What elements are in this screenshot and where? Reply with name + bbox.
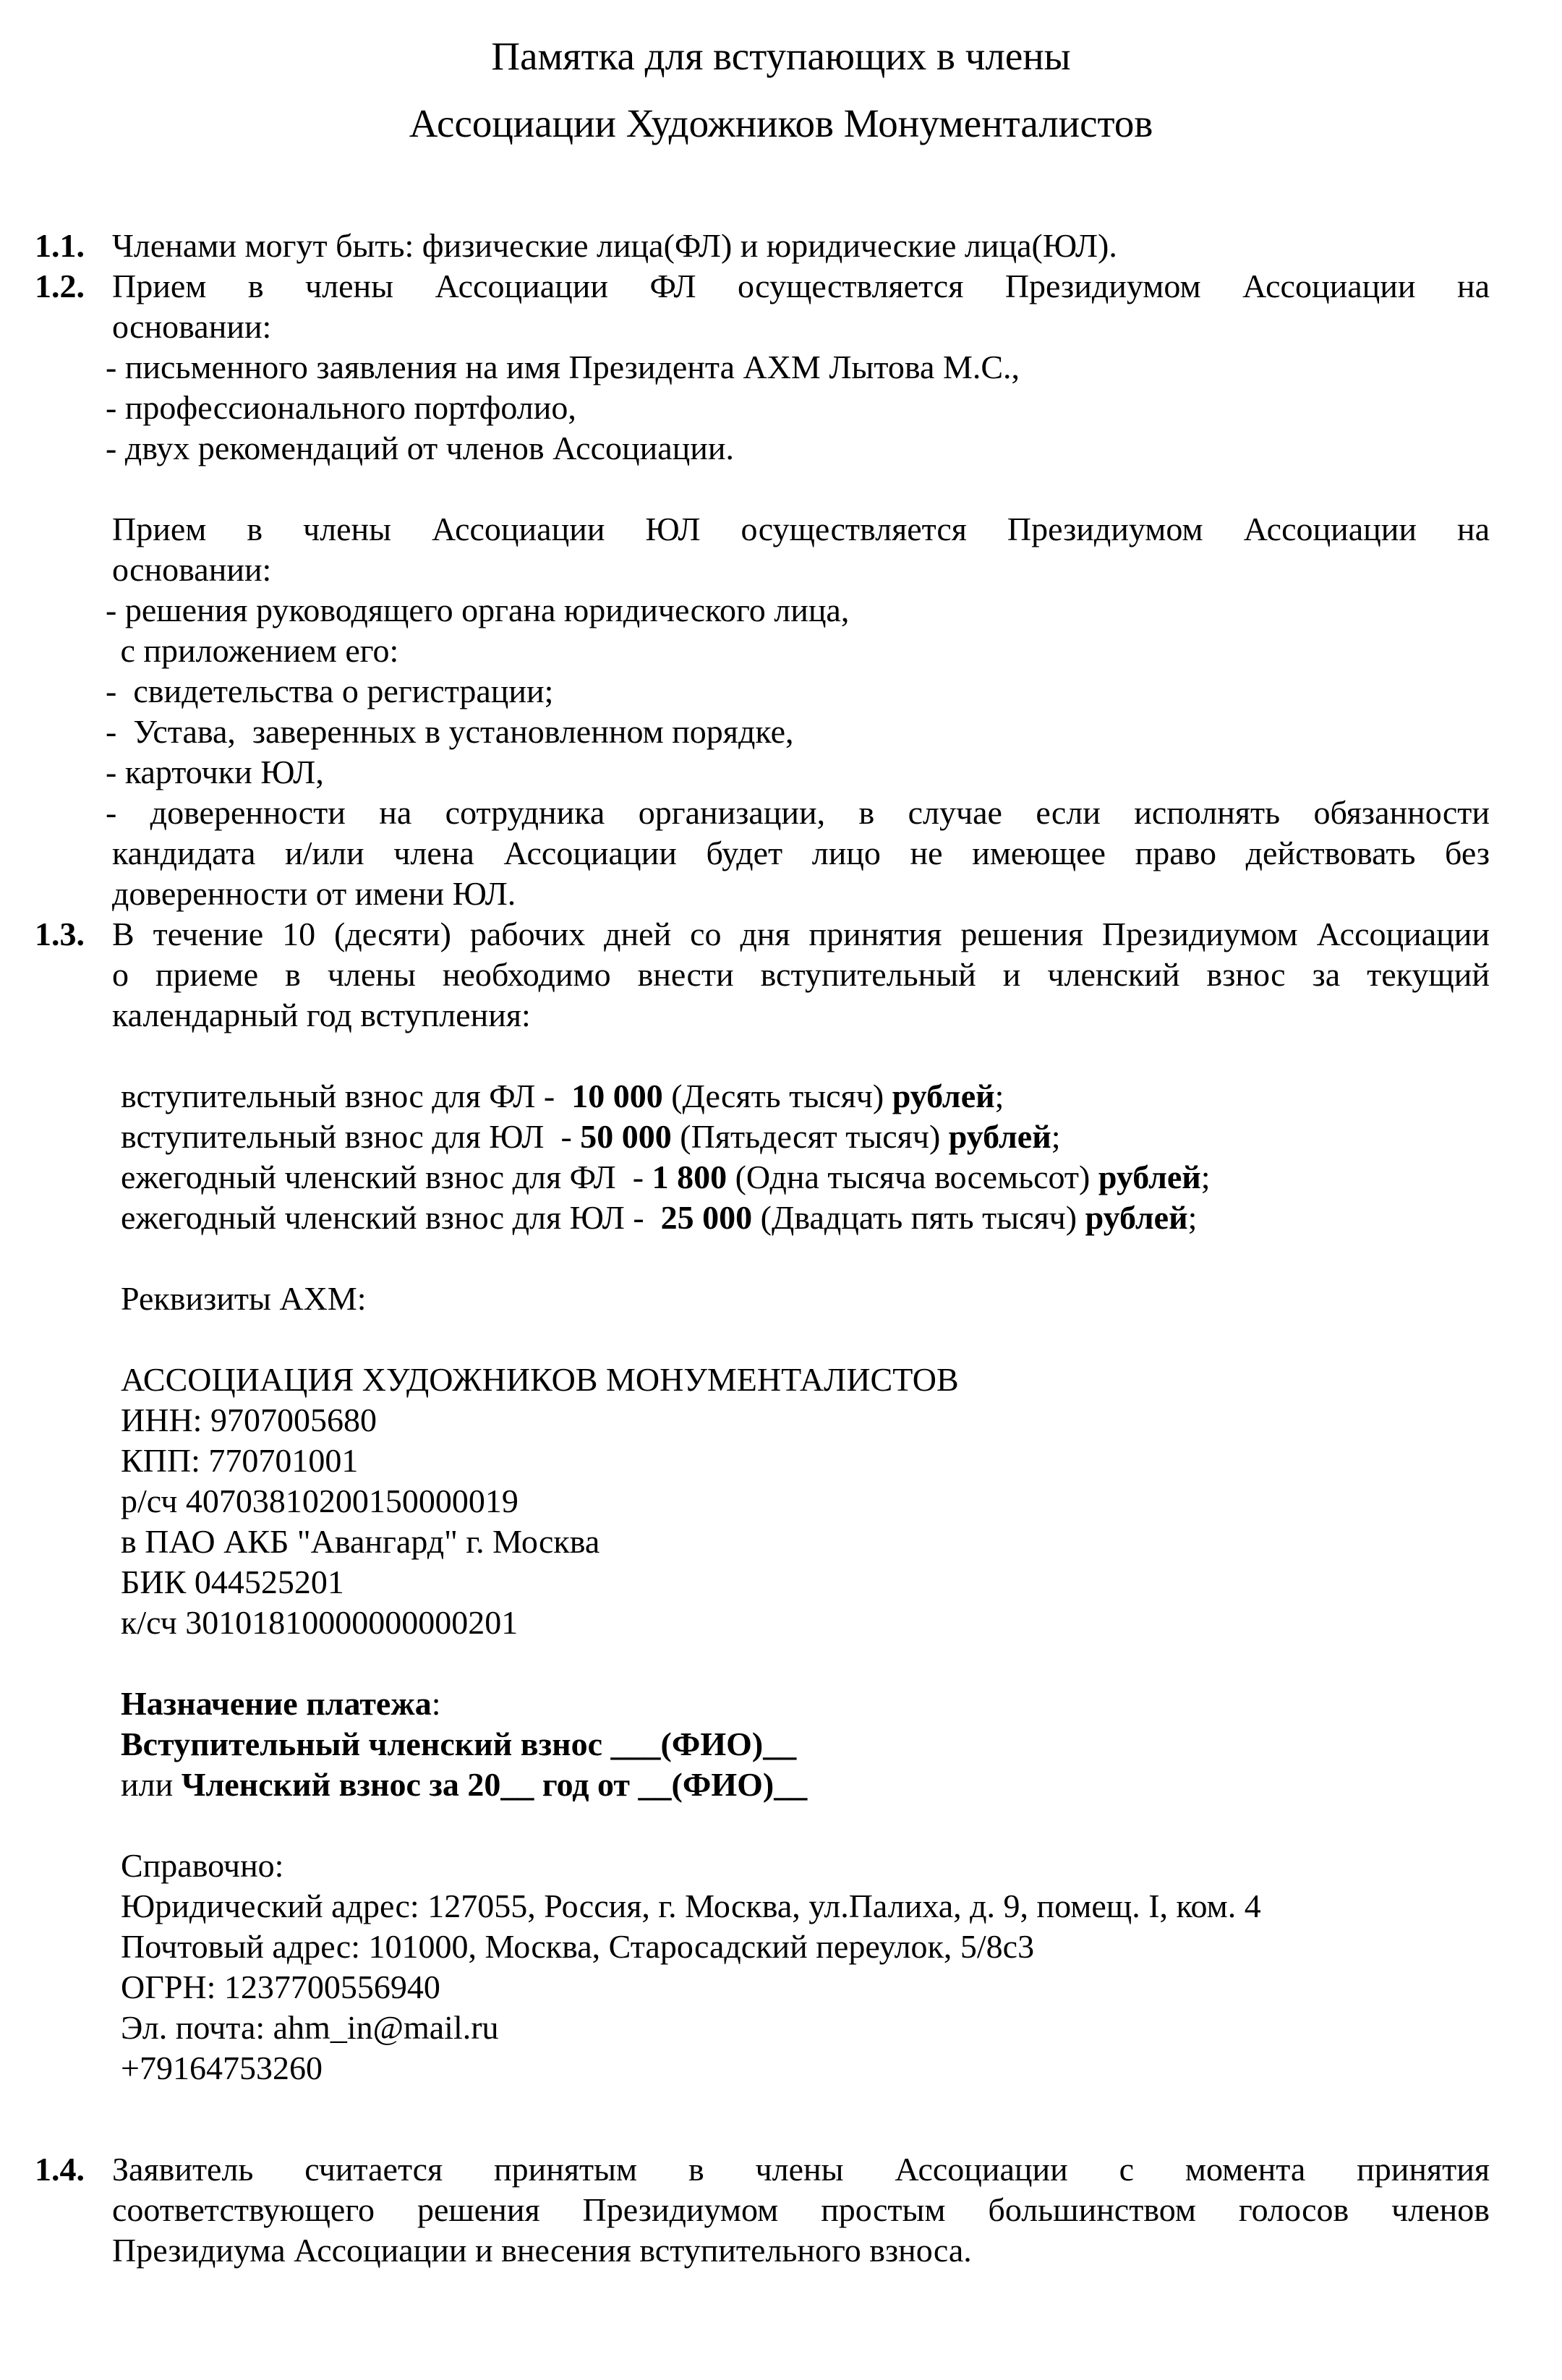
blank-line — [112, 1643, 1490, 1684]
section-number: 1.4. — [35, 2151, 85, 2188]
document-title-line-2: Ассоциации Художников Монументалистов — [409, 101, 1153, 145]
ul-requirement-decision — [106, 590, 1490, 631]
text: ежегодный членский взнос для ЮЛ - — [121, 1199, 661, 1236]
ul-requirement-card — [106, 752, 1490, 793]
ul-admission-line-2 — [112, 550, 1490, 590]
item-1-1-text — [112, 226, 1490, 266]
payment-deadline-line-2 — [112, 955, 1490, 995]
fl-admission-line-1 — [112, 266, 1490, 307]
bold-text: рублей — [1085, 1199, 1188, 1236]
requisites-bik — [112, 1562, 1490, 1603]
text: ОГРН: 1237700556940 — [121, 1969, 440, 2005]
text: Справочно: — [121, 1847, 284, 1884]
text: Реквизиты АХМ: — [121, 1280, 367, 1317]
blank-line — [112, 1319, 1490, 1360]
section-membership-eligibility — [35, 226, 1490, 266]
bold-text: 10 000 — [571, 1078, 663, 1114]
ul-requirement-poa-line-2 — [112, 833, 1490, 874]
text: (Пятьдесят тысяч) — [671, 1118, 949, 1155]
blank-line — [112, 1805, 1490, 1846]
ul-admission-line-1 — [112, 509, 1490, 550]
text: Президиума Ассоциации и внесения вступительного взноса. — [112, 2232, 972, 2269]
bold-text: Назначение платежа — [121, 1685, 432, 1722]
bold-text: 25 000 — [660, 1199, 753, 1236]
text: или — [121, 1766, 182, 1803]
bold-text: рублей — [1098, 1159, 1201, 1195]
fee-annual-fl — [112, 1157, 1490, 1198]
text: соответствующего решения Президиумом простым большинством голосов членов — [112, 2191, 1490, 2228]
text: - карточки ЮЛ, — [106, 754, 324, 790]
reference-email — [112, 2008, 1490, 2048]
text: - доверенности на сотрудника организации, в случае если исполнять обязанности — [106, 794, 1490, 831]
text: календарный год вступления: — [112, 997, 531, 1033]
blank-line — [112, 469, 1490, 509]
confirmation-line-2 — [112, 2190, 1490, 2230]
requisites-heading — [112, 1279, 1490, 1319]
ul-requirement-poa-line-1 — [106, 793, 1490, 833]
ul-requirement-poa-line-3 — [112, 874, 1490, 914]
section-admission-procedure — [35, 266, 1490, 914]
text: р/сч 40703810200150000019 — [121, 1483, 518, 1519]
text: Юридический адрес: 127055, Россия, г. Москва, ул.Палиха, д. 9, помещ. I, ком. 4 — [121, 1888, 1261, 1924]
text: Эл. почта: ahm_in@mail.ru — [121, 2009, 499, 2046]
reference-legal-address — [112, 1886, 1490, 1927]
reference-ogrn — [112, 1967, 1490, 2008]
confirmation-line-3 — [112, 2230, 1490, 2271]
ul-requirement-charter — [106, 712, 1490, 752]
fee-annual-ul — [112, 1198, 1490, 1238]
bold-text: рублей — [948, 1118, 1051, 1155]
text: - двух рекомендаций от членов Ассоциации. — [106, 430, 734, 466]
text: кандидата и/или члена Ассоциации будет лицо не имеющее право действовать без — [112, 835, 1490, 871]
fl-requirement-recommendations — [106, 428, 1490, 469]
bold-text: 1 800 — [652, 1159, 727, 1195]
reference-heading — [112, 1846, 1490, 1886]
ul-requirement-certificate — [106, 671, 1490, 712]
bold-text: рублей — [892, 1078, 995, 1114]
requisites-corr-account — [112, 1603, 1490, 1643]
text: (Одна тысяча восемьсот) — [727, 1159, 1098, 1195]
payment-deadline-line-1 — [112, 914, 1490, 955]
text: +79164753260 — [121, 2050, 323, 2086]
text: - решения руководящего органа юридического лица, — [106, 592, 850, 628]
text: - письменного заявления на имя Президента АХМ Лытова М.С., — [106, 349, 1020, 385]
fee-entry-ul — [112, 1117, 1490, 1157]
text: ИНН: 9707005680 — [121, 1402, 377, 1438]
confirmation-line-1 — [112, 2149, 1490, 2190]
text: о приеме в члены необходимо внести вступительный и членский взнос за текущий — [112, 956, 1490, 993]
blank-line — [112, 2089, 1490, 2129]
payment-deadline-line-3 — [112, 995, 1490, 1036]
requisites-org-name — [112, 1360, 1490, 1400]
text: - Устава, заверенных в установленном порядке, — [106, 713, 794, 750]
text: - профессионального портфолио, — [106, 389, 576, 426]
document-title-line-1: Памятка для вступающих в члены — [491, 34, 1071, 78]
text: к/сч 30101810000000000201 — [121, 1604, 518, 1641]
text: Членами могут быть: физические лица(ФЛ) и юридические лица(ЮЛ). — [112, 227, 1117, 264]
fl-requirement-application — [106, 347, 1490, 388]
text: КПП: 770701001 — [121, 1442, 359, 1479]
text: вступительный взнос для ЮЛ - — [121, 1118, 581, 1155]
text: В течение 10 (десяти) рабочих дней со дня принятия решения Президиумом Ассоциации — [112, 916, 1490, 952]
text: ; — [1187, 1199, 1198, 1236]
bold-text: Вступительный членский взнос ___(ФИО)__ — [121, 1726, 797, 1762]
text: Почтовый адрес: 101000, Москва, Старосадский переулок, 5/8с3 — [121, 1928, 1035, 1965]
reference-postal-address — [112, 1927, 1490, 1967]
text: ; — [1200, 1159, 1211, 1195]
text: доверенности от имени ЮЛ. — [112, 875, 516, 912]
section-number: 1.3. — [35, 916, 85, 952]
document-title — [0, 0, 1562, 146]
text: в ПАО АКБ "Авангард" г. Москва — [121, 1523, 600, 1560]
fl-admission-line-2 — [112, 307, 1490, 347]
bold-text: Членский взнос за 20__ год от __(ФИО)__ — [181, 1766, 808, 1803]
blank-line — [112, 1036, 1490, 1076]
section-fees-and-requisites — [35, 914, 1490, 2129]
text: АССОЦИАЦИЯ ХУДОЖНИКОВ МОНУМЕНТАЛИСТОВ — [121, 1361, 959, 1398]
text: основании: — [112, 551, 272, 588]
payment-purpose-heading — [112, 1684, 1490, 1724]
requisites-kpp — [112, 1441, 1490, 1481]
text: основании: — [112, 308, 272, 345]
document-body — [0, 226, 1562, 2271]
fl-requirement-portfolio — [106, 388, 1490, 428]
payment-purpose-annual — [112, 1765, 1490, 1805]
requisites-inn — [112, 1400, 1490, 1441]
reference-phone — [112, 2048, 1490, 2089]
text: (Двадцать пять тысяч) — [752, 1199, 1085, 1236]
text: (Десять тысяч) — [662, 1078, 892, 1114]
bold-text: 50 000 — [580, 1118, 672, 1155]
section-number: 1.1. — [35, 227, 85, 264]
fee-entry-fl — [112, 1076, 1490, 1117]
text: Прием в члены Ассоциации ЮЛ осуществляется Президиумом Ассоциации на — [112, 511, 1490, 547]
text: с приложением его: — [112, 632, 399, 669]
text: Прием в члены Ассоциации ФЛ осуществляется Президиумом Ассоциации на — [112, 268, 1490, 304]
text: ; — [994, 1078, 1004, 1114]
text: вступительный взнос для ФЛ - — [121, 1078, 572, 1114]
text: Заявитель считается принятым в члены Ассоциации с момента принятия — [112, 2151, 1490, 2188]
text: ежегодный членский взнос для ФЛ - — [121, 1159, 652, 1195]
payment-purpose-entry — [112, 1724, 1490, 1765]
ul-requirement-attachment — [112, 631, 1490, 671]
text: - свидетельства о регистрации; — [106, 673, 554, 709]
text: : — [431, 1685, 441, 1722]
section-number: 1.2. — [35, 268, 85, 304]
text: ; — [1051, 1118, 1061, 1155]
text: БИК 044525201 — [121, 1564, 344, 1600]
requisites-bank — [112, 1522, 1490, 1562]
requisites-account — [112, 1481, 1490, 1522]
section-membership-confirmation — [35, 2149, 1490, 2271]
blank-line — [112, 1238, 1490, 1279]
